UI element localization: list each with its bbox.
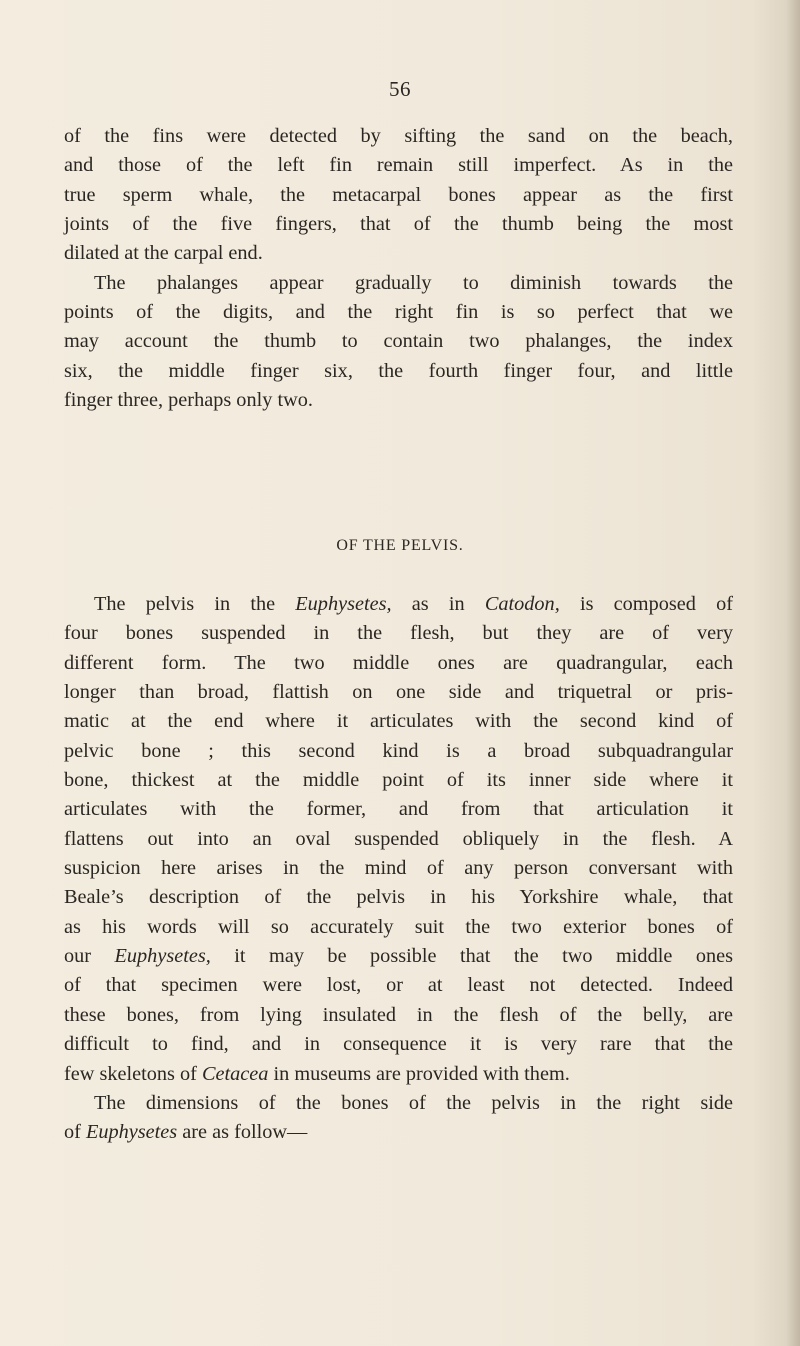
italic-term: Euphysetes, xyxy=(295,593,392,615)
text-line: flattens out into an oval suspended obliquely in the flesh. A xyxy=(64,827,733,850)
paragraph-phalanges xyxy=(64,269,733,416)
text-line: The phalanges appear gradually to diminish towards the xyxy=(94,271,733,294)
text-line: of the fins were detected by sifting the sand on the beach, xyxy=(64,125,733,147)
paragraph-dimensions xyxy=(64,1089,733,1148)
text-line: few skeletons of Cetacea in museums are provided with them. xyxy=(64,1062,570,1085)
text-line: true sperm whale, the metacarpal bones appear as the first xyxy=(64,183,733,206)
text-line: points of the digits, and the right fin is so perfect that we xyxy=(64,301,733,324)
text-line: articulates with the former, and from that articulation it xyxy=(64,798,733,821)
text-line: joints of the five fingers, that of the thumb being the most xyxy=(64,213,733,236)
text-line: suspicion here arises in the mind of any person conversant with xyxy=(64,857,733,880)
text-line: of that specimen were lost, or at least not detected. Indeed xyxy=(64,974,733,997)
text-line: Beale’s description of the pelvis in his Yorkshire whale, that xyxy=(64,886,733,909)
text-line: difficult to find, and in consequence it is very rare that the xyxy=(64,1033,733,1056)
italic-term: Euphysetes xyxy=(85,1121,178,1144)
text-line: dilated at the carpal end. xyxy=(64,242,263,265)
paragraph-pelvis xyxy=(64,590,733,1089)
page-number: 56 xyxy=(389,77,411,101)
text-line: as his words will so accurately suit the two exterior bones of xyxy=(64,915,733,938)
text-block-top xyxy=(64,122,733,415)
text-line: these bones, from lying insulated in the flesh of the belly, are xyxy=(64,1003,733,1026)
italic-term: Catodon, xyxy=(484,593,560,615)
text-block-pelvis xyxy=(64,590,733,1148)
text-line: bone, thickest at the middle point of its inner side where it xyxy=(64,769,733,792)
text-line: finger three, perhaps only two. xyxy=(64,389,313,412)
text-line: The pelvis in the Euphysetes, as in Catodon, is composed of xyxy=(94,593,733,615)
text-line: and those of the left fin remain still imperfect. As in the xyxy=(64,154,733,177)
paragraph-metacarpal xyxy=(64,122,733,269)
text-line: The dimensions of the bones of the pelvis in the right side xyxy=(94,1091,733,1114)
text-line: matic at the end where it articulates with the second kind of xyxy=(64,710,733,733)
text-line: our Euphysetes, it may be possible that the two middle ones xyxy=(64,945,733,968)
section-heading: OF THE PELVIS. xyxy=(336,537,464,554)
text-line: six, the middle finger six, the fourth finger four, and little xyxy=(64,359,733,382)
text-line: four bones suspended in the flesh, but they are of very xyxy=(64,622,733,645)
text-line: pelvic bone ; this second kind is a broad subquadrangular xyxy=(64,739,733,762)
page-edge-shadow xyxy=(786,0,800,1346)
text-line: may account the thumb to contain two phalanges, the index xyxy=(64,330,733,353)
text-line: different form. The two middle ones are quadrangular, each xyxy=(64,651,733,674)
italic-term: Cetacea xyxy=(202,1062,269,1085)
text-line: of Euphysetes are as follow— xyxy=(64,1121,308,1144)
text-line: longer than broad, flattish on one side and triquetral or pris- xyxy=(64,681,733,704)
italic-term: Euphysetes, xyxy=(114,945,211,968)
